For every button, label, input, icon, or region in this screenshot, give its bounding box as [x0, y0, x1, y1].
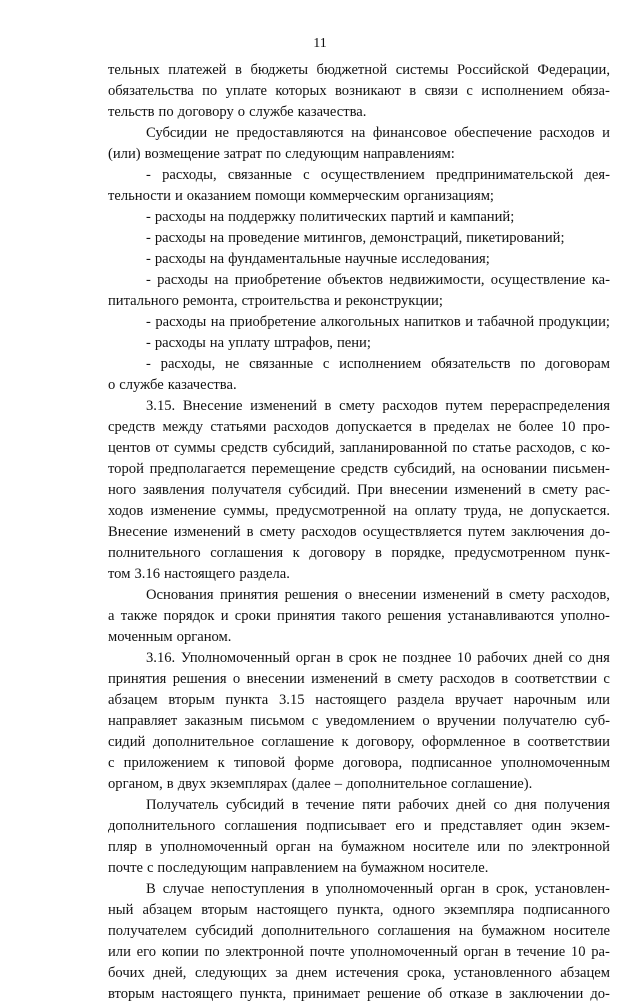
text-line: - расходы на приобретение алкогольных напитков и табачной продукции;	[146, 314, 610, 330]
document-body	[108, 60, 610, 1005]
text-line: - расходы, не связанные с исполнением обязательств по договорам	[146, 356, 610, 372]
text-line: тельности и оказанием помощи коммерческим организациям;	[108, 188, 494, 204]
text-line: - расходы на приобретение объектов недвижимости, осуществление ка-	[146, 272, 610, 288]
text-line: а также порядок и сроки принятия такого решения устанавливаются уполно-	[108, 608, 610, 624]
text-line: направляет заказным письмом с уведомлением о вручении получателю суб-	[108, 713, 610, 729]
text-line: получателем субсидий дополнительного соглашения на бумажном носителе	[108, 923, 610, 939]
text-line: том 3.16 настоящего раздела.	[108, 566, 290, 582]
text-line: сидий дополнительное соглашение к договору, оформленное в соответствии	[108, 734, 610, 750]
text-line: обязательства по уплате которых возникают в связи с исполнением обяза-	[108, 83, 610, 99]
text-line: вторым настоящего пункта, принимает решение об отказе в заключении до-	[108, 986, 610, 1002]
page-number: 11	[313, 36, 327, 51]
text-line: Субсидии не предоставляются на финансовое обеспечение расходов и	[146, 125, 610, 141]
text-line: абзацем вторым пункта 3.15 настоящего раздела вручает нарочным или	[108, 692, 610, 708]
text-line: торой предполагается перемещение средств субсидий, на основании письмен-	[108, 461, 610, 477]
text-line: Внесение изменений в смету расходов осуществляется путем заключения до-	[108, 524, 610, 540]
text-line: - расходы на фундаментальные научные исследования;	[146, 251, 490, 267]
text-line: центов от суммы средств субсидий, запланированной по статье расходов, с ко-	[108, 440, 610, 456]
text-line: - расходы на проведение митингов, демонстраций, пикетирований;	[146, 230, 565, 246]
text-line: Получатель субсидий в течение пяти рабочих дней со дня получения	[146, 797, 610, 813]
text-line: ного заявления получателя субсидий. При внесении изменений в смету рас-	[108, 482, 610, 498]
text-line: (или) возмещение затрат по следующим направлениям:	[108, 146, 455, 162]
text-line: - расходы, связанные с осуществлением предпринимательской дея-	[146, 167, 610, 183]
text-line: или его копии по электронной почте уполномоченный орган в течение 10 ра-	[108, 944, 610, 960]
text-line: полнительного соглашения к договору в порядке, предусмотренном пунк-	[108, 545, 610, 561]
text-line: органом, в двух экземплярах (далее – дополнительное соглашение).	[108, 776, 533, 792]
text-line: тельств по договору о службе казачества.	[108, 104, 367, 120]
text-line: В случае непоступления в уполномоченный орган в срок, установлен-	[146, 881, 610, 897]
text-line: бочих дней, следующих за днем истечения срока, установленного абзацем	[108, 965, 610, 981]
text-line: ходов изменение суммы, предусмотренной на оплату труда, не допускается.	[108, 503, 610, 519]
text-line: питального ремонта, строительства и реконструкции;	[108, 293, 443, 309]
text-line: - расходы на уплату штрафов, пени;	[146, 335, 371, 351]
text-line: дополнительного соглашения подписывает его и представляет один экзем-	[108, 818, 610, 834]
text-line: моченным органом.	[108, 629, 232, 645]
text-line: Основания принятия решения о внесении изменений в смету расходов,	[146, 587, 610, 603]
text-line: ный абзацем вторым настоящего пункта, одного экземпляра подписанного	[108, 902, 610, 918]
text-line: с приложением к типовой форме договора, подписанное уполномоченным	[108, 755, 610, 771]
text-line: 3.15. Внесение изменений в смету расходов путем перераспределения	[146, 398, 610, 414]
text-line: принятия решения о внесении изменений в смету расходов в соответствии с	[108, 671, 610, 687]
text-line: средств между статьями расходов допускается в пределах не более 10 про-	[108, 419, 610, 435]
text-line: о службе казачества.	[108, 377, 237, 393]
text-line: пляр в уполномоченный орган на бумажном носителе или по электронной	[108, 839, 610, 855]
text-line: тельных платежей в бюджеты бюджетной системы Российской Федерации,	[108, 62, 610, 78]
text-line: - расходы на поддержку политических партий и кампаний;	[146, 209, 515, 225]
text-line: почте с последующим направлением на бумажном носителе.	[108, 860, 489, 876]
text-line: 3.16. Уполномоченный орган в срок не позднее 10 рабочих дней со дня	[146, 650, 610, 666]
